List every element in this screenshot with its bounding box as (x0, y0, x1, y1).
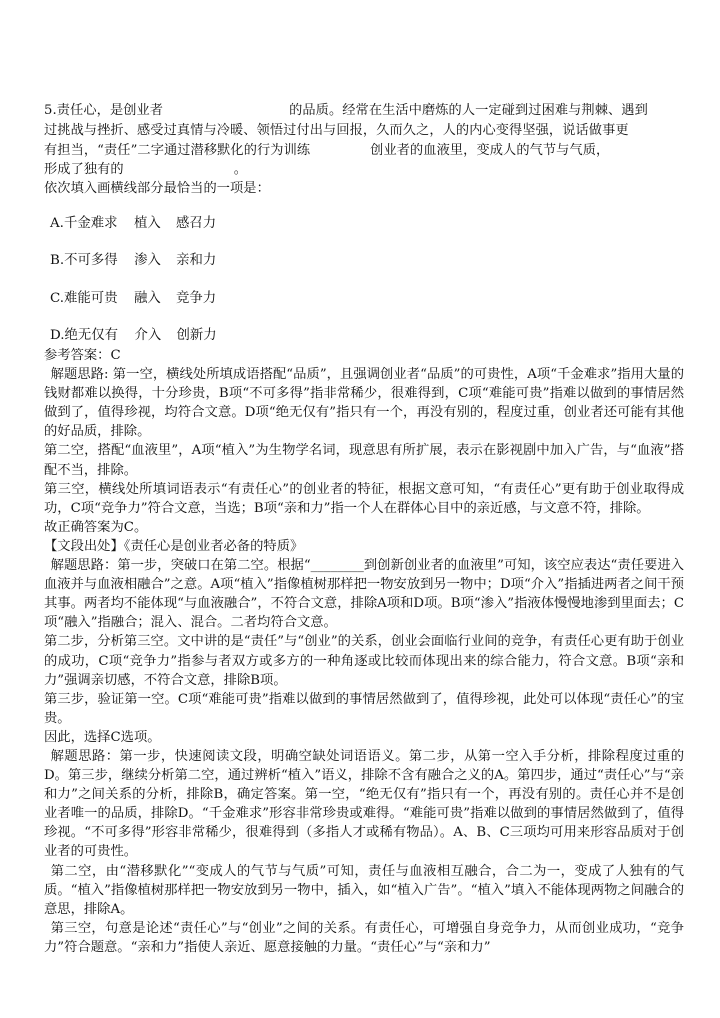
explanation-paragraph: 第三空，横线处所填词语表示“有责任心”的创业者的特征，根据文意可知，“有责任心”更有助于创业取得成功，C项“竞争力”符合文意，当选；B项“亲和力”指一个人在群体心目中的亲近感，与文意不符，排除。 (44, 481, 684, 516)
explanation-paragraph: 第三空，句意是论述“责任心”与“创业”之间的关系。有责任心，可增强自身竞争力，从而创业成功，“竞争力”符合题意。“亲和力”指使人亲近、愿意接触的力量。“责任心”与“亲和力” (44, 920, 684, 955)
option-a: A.千金难求 植入 感召力 (50, 216, 217, 231)
explanation-paragraph: 故正确答案为C。 (44, 519, 148, 535)
question-line-3: 有担当，“责任”二字通过潜移默化的行为训练 创业者的血液里，变成人的气节与气质， (44, 143, 610, 158)
question-line-2: 过挑战与挫折、感受过真情与冷暖、领悟过付出与回报，久而久之，人的内心变得坚强，说话做事更 (44, 123, 629, 138)
answer-label: 参考答案：C (44, 348, 121, 363)
option-c: C.难能可贵 融入 竞争力 (50, 291, 217, 306)
option-d: D.绝无仅有 介入 创新力 (50, 328, 217, 343)
explanation-paragraph: 因此，选择C选项。 (44, 729, 161, 745)
source-reference: 【文段出处】《责任心是创业者必备的特质》 (44, 538, 304, 554)
explanation-paragraph: 解题思路：第一步，快速阅读文段，明确空缺处词语语义。第二步，从第一空入手分析，排除程度过重的D。第三步，继续分析第二空，通过辨析“植入”语义，排除不含有融合之义的A。第四步，通过“责任心”与“亲和力”之间关系的分析，排除B，确定答案。第一空，“绝无仅有”指只有一个，再没有别的。责任心并不是创业者唯一的品质，排除D。“千金难求”形容非常珍贵或难得。“难能可贵”指难以做到的事情居然做到了，值得珍视。“不可多得”形容非常稀少，很难得到（多指人才或稀有物品）。A、B、C三项均可用来形容品质对于创业者的可贵性。 (44, 748, 684, 860)
explanation-paragraph: 第二空，搭配“血液里”，A项“植入”为生物学名词，现意思有所扩展，表示在影视剧中加入广告，与“血液”搭配不当，排除。 (44, 443, 684, 478)
question-prompt: 依次填入画横线部分最恰当的一项是： (44, 181, 270, 196)
explanation-paragraph: 解题思路：第一步，突破口在第二空。根据“________到创新创业者的血液里”可知，该空应表达“责任要进入血液并与血液相融合”之意。A项“植入”指像植树那样把一物安放到另一物中；D项“介入”指插进两者之间干预其事。两者均不能体现“与血液融合”，不符合文意，排除A项和D项。B项“渗入”指液体慢慢地渗到里面去；C项“融入”指融合；混入、混合。二者均符合文意。 (44, 558, 684, 631)
explanation-paragraph: 第三步，验证第一空。C项“难能可贵”指难以做到的事情居然做到了，值得珍视，此处可以体现“责任心”的宝贵。 (44, 691, 684, 726)
explanation-paragraph: 第二空，由“潜移默化”“变成人的气节与气质”可知，责任与血液相互融合，合二为一，变成了人独有的气质。“植入”指像植树那样把一物安放到另一物中，插入，如“植入广告”。“植入”填入不能体现两物之间融合的意思，排除A。 (44, 863, 684, 917)
explanation-paragraph: 解题思路: 第一空，横线处所填成语搭配“品质”，且强调创业者“品质”的可贵性，A项“千金难求”指用大量的钱财都难以换得，十分珍贵，B项“不可多得”指非常稀少，很难得到，C项“难能可贵”指难以做到的事情居然做到了，值得珍视，均符合文意。D项“绝无仅有”指只有一个，再没有别的，程度过重，创业者还可能有其他的好品质，排除。 (44, 367, 684, 440)
question-line-4: 形成了独有的 。 (44, 162, 248, 177)
answer-section (44, 346, 684, 957)
question-line-1: 5.责任心，是创业者 的品质。经常在生活中磨炼的人一定碰到过困难与荆棘、遇到 (44, 103, 648, 118)
explanation-paragraph: 第二步，分析第三空。文中讲的是“责任”与“创业”的关系，创业会面临行业间的竞争，有责任心更有助于创业的成功，C项“竞争力”指参与者双方或多方的一种角逐或比较而体现出来的综合能力，符合文意。B项“亲和力”强调亲切感，不符合文意，排除B项。 (44, 634, 684, 688)
question-number: 5. (44, 103, 57, 118)
option-b: B.不可多得 渗入 亲和力 (50, 253, 217, 268)
